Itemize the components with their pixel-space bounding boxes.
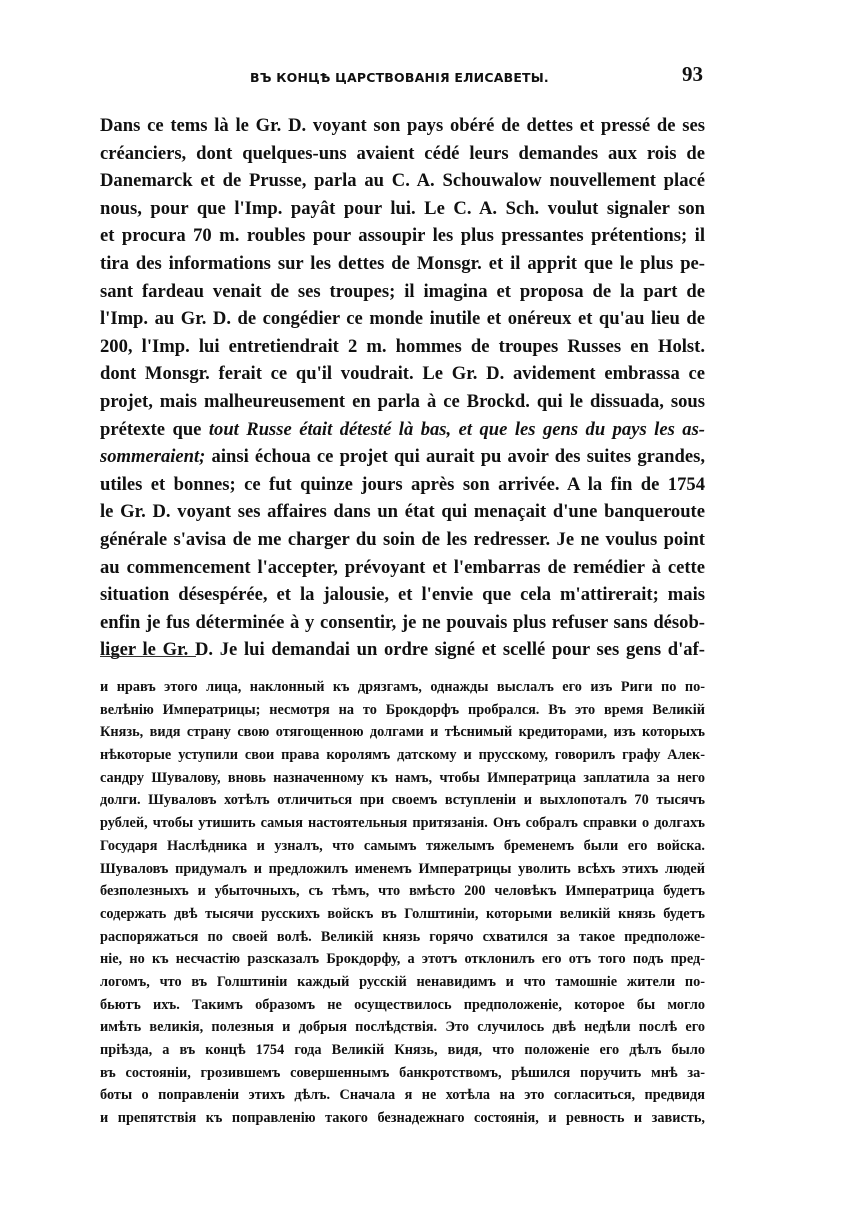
footnote-line: въ состояніи, грозившемъ совершеннымъ банкротствомъ, рѣшился поручить мнѣ за- bbox=[100, 1064, 705, 1081]
text-line bbox=[100, 195, 705, 223]
text-line bbox=[100, 250, 705, 278]
line-text: créanciers, dont quelques-uns avaient cédé leurs demandes aux rois de bbox=[100, 142, 705, 164]
text-line bbox=[100, 416, 705, 444]
text-line bbox=[100, 443, 705, 471]
footnote-line: ніе, но къ несчастію разсказалъ Брокдорфу, а этотъ отклонилъ его отъ того подъ пред- bbox=[100, 951, 705, 968]
text-line bbox=[100, 305, 705, 333]
text-line bbox=[100, 112, 705, 140]
line-text: sant fardeau venait de ses troupes; il imagina et proposa de la part de bbox=[100, 280, 705, 302]
line-text: Dans ce tems là le Gr. D. voyant son pays obéré de dettes et pressé de ses bbox=[100, 115, 705, 136]
text-line bbox=[100, 222, 705, 250]
french-original-text bbox=[100, 112, 705, 664]
text-line bbox=[100, 526, 705, 554]
footnote-line: имѣть великія, полезныя и добрыя послѣдствія. Это случилось двѣ недѣли послѣ его bbox=[100, 1019, 705, 1036]
line-text: dont Monsgr. ferait ce qu'il voudrait. Le Gr. D. avidement embrassa ce bbox=[100, 363, 705, 385]
line-text: situation désespérée, et la jalousie, et l'envie que cela m'attirerait; mais bbox=[100, 584, 705, 606]
italic-text: sommeraient; bbox=[100, 446, 206, 468]
line-text: utiles et bonnes; ce fut quinze jours après son arrivée. A la fin de 1754 bbox=[100, 473, 705, 495]
footnote-line: и препятствія къ поправленію такого безнадежнаго состоянія, и ревность и зависть, bbox=[100, 1110, 705, 1127]
footnote-line: рублей, чтобы утишить самыя настоятельныя притязанія. Онъ собралъ справки о долгахъ bbox=[100, 815, 705, 832]
footnote-line: сандру Шувалову, вновь назначенному къ намъ, чтобы Императрица заплатила за него bbox=[100, 769, 705, 786]
running-header bbox=[100, 62, 705, 92]
footnote-line: логомъ, что въ Голштиніи каждый русскій ненавидимъ и что тамошніе жители по- bbox=[100, 973, 705, 990]
line-text: projet, mais malheureusement en parla à ce Brockd. qui le dissuada, sous bbox=[100, 390, 705, 412]
line-text: au commencement l'accepter, prévoyant et l'embarras de remédier à cette bbox=[100, 556, 705, 578]
line-text: nous, pour que l'Imp. payât pour lui. Le C. A. Sch. voulut signaler son bbox=[100, 197, 705, 219]
footnote-line: нѣкоторые уступили свои права королямъ датскому и прусскому, говорилъ графу Алек- bbox=[100, 747, 705, 764]
footnote-line: безполезныхъ и убыточныхъ, съ тѣмъ, что вмѣсто 200 человѣкъ Императрица будетъ bbox=[100, 883, 705, 900]
footnote-separator bbox=[100, 656, 196, 657]
line-text: prétexte que bbox=[100, 418, 209, 440]
footnote-line: содержать двѣ тысячи русскихъ войскъ въ Голштиніи, которыми великій князь будетъ bbox=[100, 905, 705, 922]
text-line bbox=[100, 609, 705, 637]
text-line bbox=[100, 388, 705, 416]
line-text: Danemarck et de Prusse, parla au C. A. Schouwalow nouvellement placé bbox=[100, 170, 705, 192]
italic-text: tout Russe était détesté là bas, et que les gens du pays les as- bbox=[208, 418, 705, 440]
text-line bbox=[100, 554, 705, 582]
running-title: ВЪ КОНЦѢ ЦАРСТВОВАНІЯ ЕЛИСАВЕТЫ. bbox=[250, 70, 549, 85]
line-text: enfin je fus déterminée à y consentir, je ne pouvais plus refuser sans désob- bbox=[100, 611, 705, 633]
line-text: liger le Gr. D. Je lui demandai un ordre signé et scellé pour ses gens d'af- bbox=[100, 639, 705, 661]
text-line bbox=[100, 581, 705, 609]
line-text: et procura 70 m. roubles pour assoupir les plus pressantes prétentions; il bbox=[100, 225, 705, 247]
footnote-line: Шуваловъ придумалъ и предложилъ именемъ Императрицы уволить всѣхъ этихъ людей bbox=[100, 860, 705, 877]
line-text: l'Imp. au Gr. D. de congédier ce monde inutile et onéreux et qu'au lieu de bbox=[100, 308, 705, 330]
text-line bbox=[100, 636, 705, 664]
line-text: le Gr. D. voyant ses affaires dans un état qui menaçait d'une banqueroute bbox=[100, 501, 705, 523]
footnote-line: и нравъ этого лица, наклонный къ дрязгамъ, однажды выслалъ его изъ Риги по по- bbox=[100, 679, 705, 695]
text-line bbox=[100, 167, 705, 195]
footnote-line: долги. Шуваловъ хотѣлъ отличиться при своемъ вступленіи и выхлопоталъ 70 тысячъ bbox=[100, 792, 705, 809]
text-line bbox=[100, 360, 705, 388]
page-number: 93 bbox=[682, 62, 703, 86]
footnote-line: велѣнію Императрицы; несмотря на то Брокдорфъ пробрался. Въ это время Великій bbox=[100, 701, 705, 718]
russian-translation-footnote bbox=[100, 676, 705, 1130]
footnote-line: Государя Наслѣдника и узналъ, что самымъ тяжелымъ бременемъ были его войска. bbox=[100, 837, 705, 854]
text-line bbox=[100, 140, 705, 168]
text-line bbox=[100, 498, 705, 526]
footnote-line: бьютъ ихъ. Такимъ образомъ не осуществилось предположеніе, которое бы могло bbox=[100, 996, 705, 1013]
text-line bbox=[100, 471, 705, 499]
text-line bbox=[100, 333, 705, 361]
footnote-line: боты о поправленіи этихъ дѣлъ. Сначала я не хотѣла на это согласиться, предвидя bbox=[100, 1087, 705, 1104]
footnote-line: пріѣзда, а въ концѣ 1754 года Великій Князь, видя, что положеніе его дѣлъ было bbox=[100, 1042, 705, 1058]
line-text: tira des informations sur les dettes de Monsgr. et il apprit que le plus pe- bbox=[100, 252, 705, 274]
line-text: 200, l'Imp. lui entretiendrait 2 m. hommes de troupes Russes en Holst. bbox=[100, 335, 705, 357]
text-line bbox=[100, 278, 705, 306]
line-text: générale s'avisa de me charger du soin de les redresser. Je ne voulus point bbox=[100, 528, 705, 550]
line-text: ainsi échoua ce projet qui aurait pu avoir des suites grandes, bbox=[205, 446, 705, 468]
footnote-line: Князь, видя страну свою отягощенною долгами и тѣснимый кредиторами, изъ которыхъ bbox=[100, 724, 705, 741]
footnote-line: распоряжаться по своей волѣ. Великій князь горячо схватился за такое предположе- bbox=[100, 928, 705, 945]
